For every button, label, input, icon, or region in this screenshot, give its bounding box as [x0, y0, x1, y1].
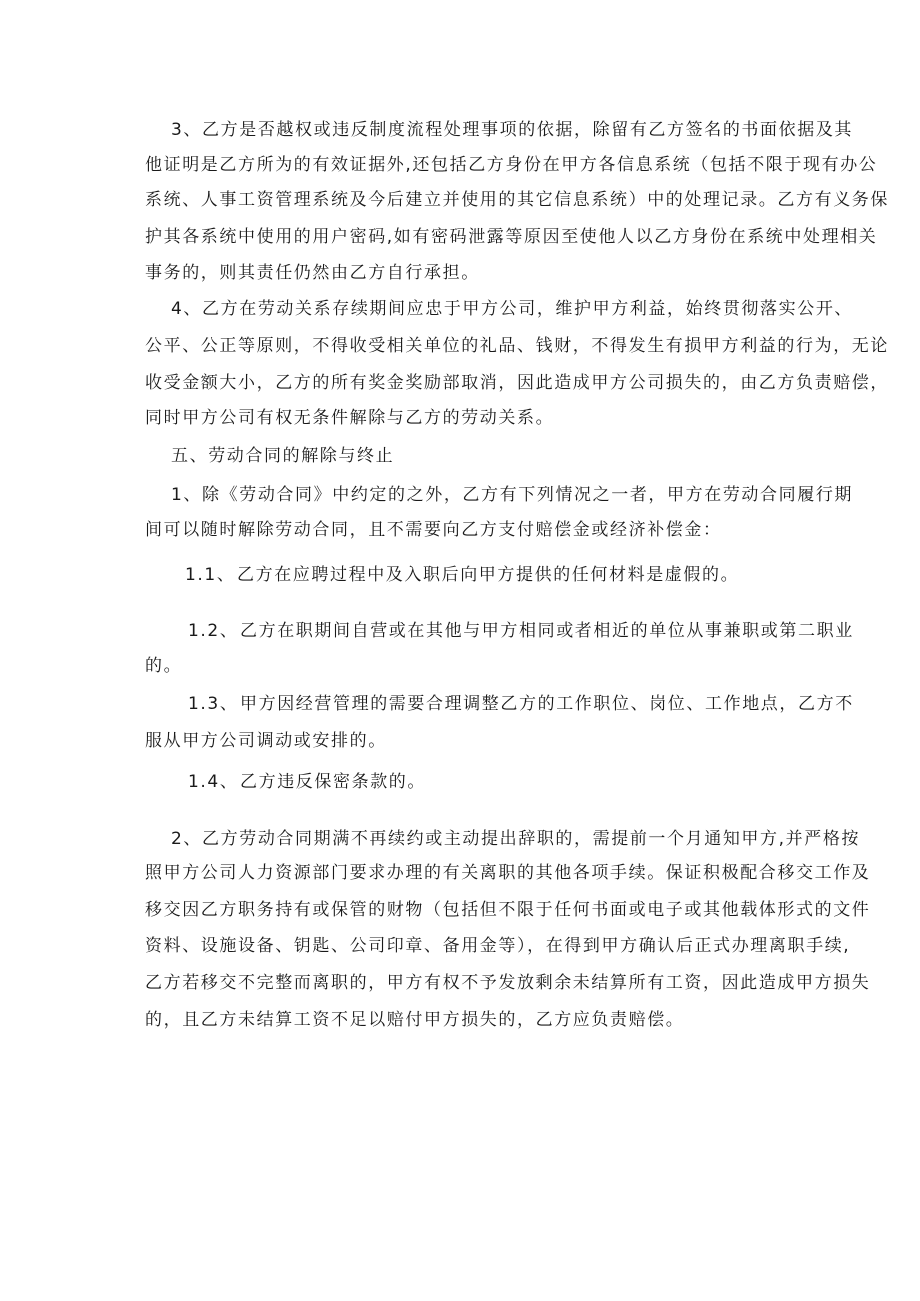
text-line: 事务的，则其责任仍然由乙方自行承担。 — [145, 263, 480, 283]
text-line: 服从甲方公司调动或安排的。 — [145, 731, 387, 751]
item-text: 甲方因经营管理的需要合理调整乙方的工作职位、岗位、工作地点，乙方不 — [240, 694, 854, 714]
text-line: 4、乙方在劳动关系存续期间应忠于甲方公司，维护甲方利益，始终贯彻落实公开、 — [171, 299, 854, 319]
section-heading: 五、劳动合同的解除与终止 — [171, 446, 395, 466]
text-line: 间可以随时解除劳动合同，且不需要向乙方支付赔偿金或经济补偿金： — [145, 520, 722, 540]
text-line: 资料、设施设备、钥匙、公司印章、备用金等），在得到甲方确认后正式办理离职手续, — [145, 936, 851, 956]
item-text: 乙方在应聘过程中及入职后向甲方提供的任何材料是虚假的。 — [237, 565, 740, 585]
text-line: 公平、公正等原则，不得收受相关单位的礼品、钱财，不得发生有损甲方利益的行为，无论 — [145, 336, 889, 356]
text-line: 同时甲方公司有权无条件解除与乙方的劳动关系。 — [145, 408, 555, 428]
item-number: 1.3、 — [188, 694, 239, 714]
item-number: 1.1、 — [185, 565, 236, 585]
text-line: 系统、人事工资管理系统及今后建立并使用的其它信息系统）中的处理记录。乙方有义务保 — [145, 190, 889, 210]
text-line: 护其各系统中使用的用户密码,如有密码泄露等原因至使他人以乙方身份在系统中处理相关 — [145, 227, 878, 247]
item-number: 1.2、 — [188, 621, 239, 641]
text-line: 的，且乙方未结算工资不足以赔付甲方损失的，乙方应负责赔偿。 — [145, 1010, 685, 1030]
item-number: 1.4、 — [188, 772, 239, 792]
text-line: 乙方若移交不完整而离职的，甲方有权不予发放剩余未结算所有工资，因此造成甲方损失 — [145, 973, 871, 993]
text-line: 他证明是乙方所为的有效证据外,还包括乙方身份在甲方各信息系统（包括不限于现有办公 — [145, 155, 878, 175]
text-line: 移交因乙方职务持有或保管的财物（包括但不限于任何书面或电子或其他载体形式的文件 — [145, 900, 871, 920]
item-text: 乙方在职期间自营或在其他与甲方相同或者相近的单位从事兼职或第二职业 — [240, 621, 854, 641]
text-line: 收受金额大小，乙方的所有奖金奖励部取消，因此造成甲方公司损失的，由乙方负责赔偿， — [145, 373, 889, 393]
text-line: 的。 — [145, 656, 183, 676]
text-line: 3、乙方是否越权或违反制度流程处理事项的依据，除留有乙方签名的书面依据及其 — [171, 120, 854, 140]
text-line: 照甲方公司人力资源部门要求办理的有关离职的其他各项手续。保证积极配合移交工作及 — [145, 863, 871, 883]
text-line: 2、乙方劳动合同期满不再续约或主动提出辞职的，需提前一个月通知甲方,并严格按 — [171, 829, 861, 849]
list-item-1-1 — [185, 563, 805, 587]
item-text: 乙方违反保密条款的。 — [240, 772, 426, 792]
list-item-1-4 — [188, 770, 808, 794]
text-line: 1、除《劳动合同》中约定的之外，乙方有下列情况之一者，甲方在劳动合同履行期 — [171, 485, 854, 505]
